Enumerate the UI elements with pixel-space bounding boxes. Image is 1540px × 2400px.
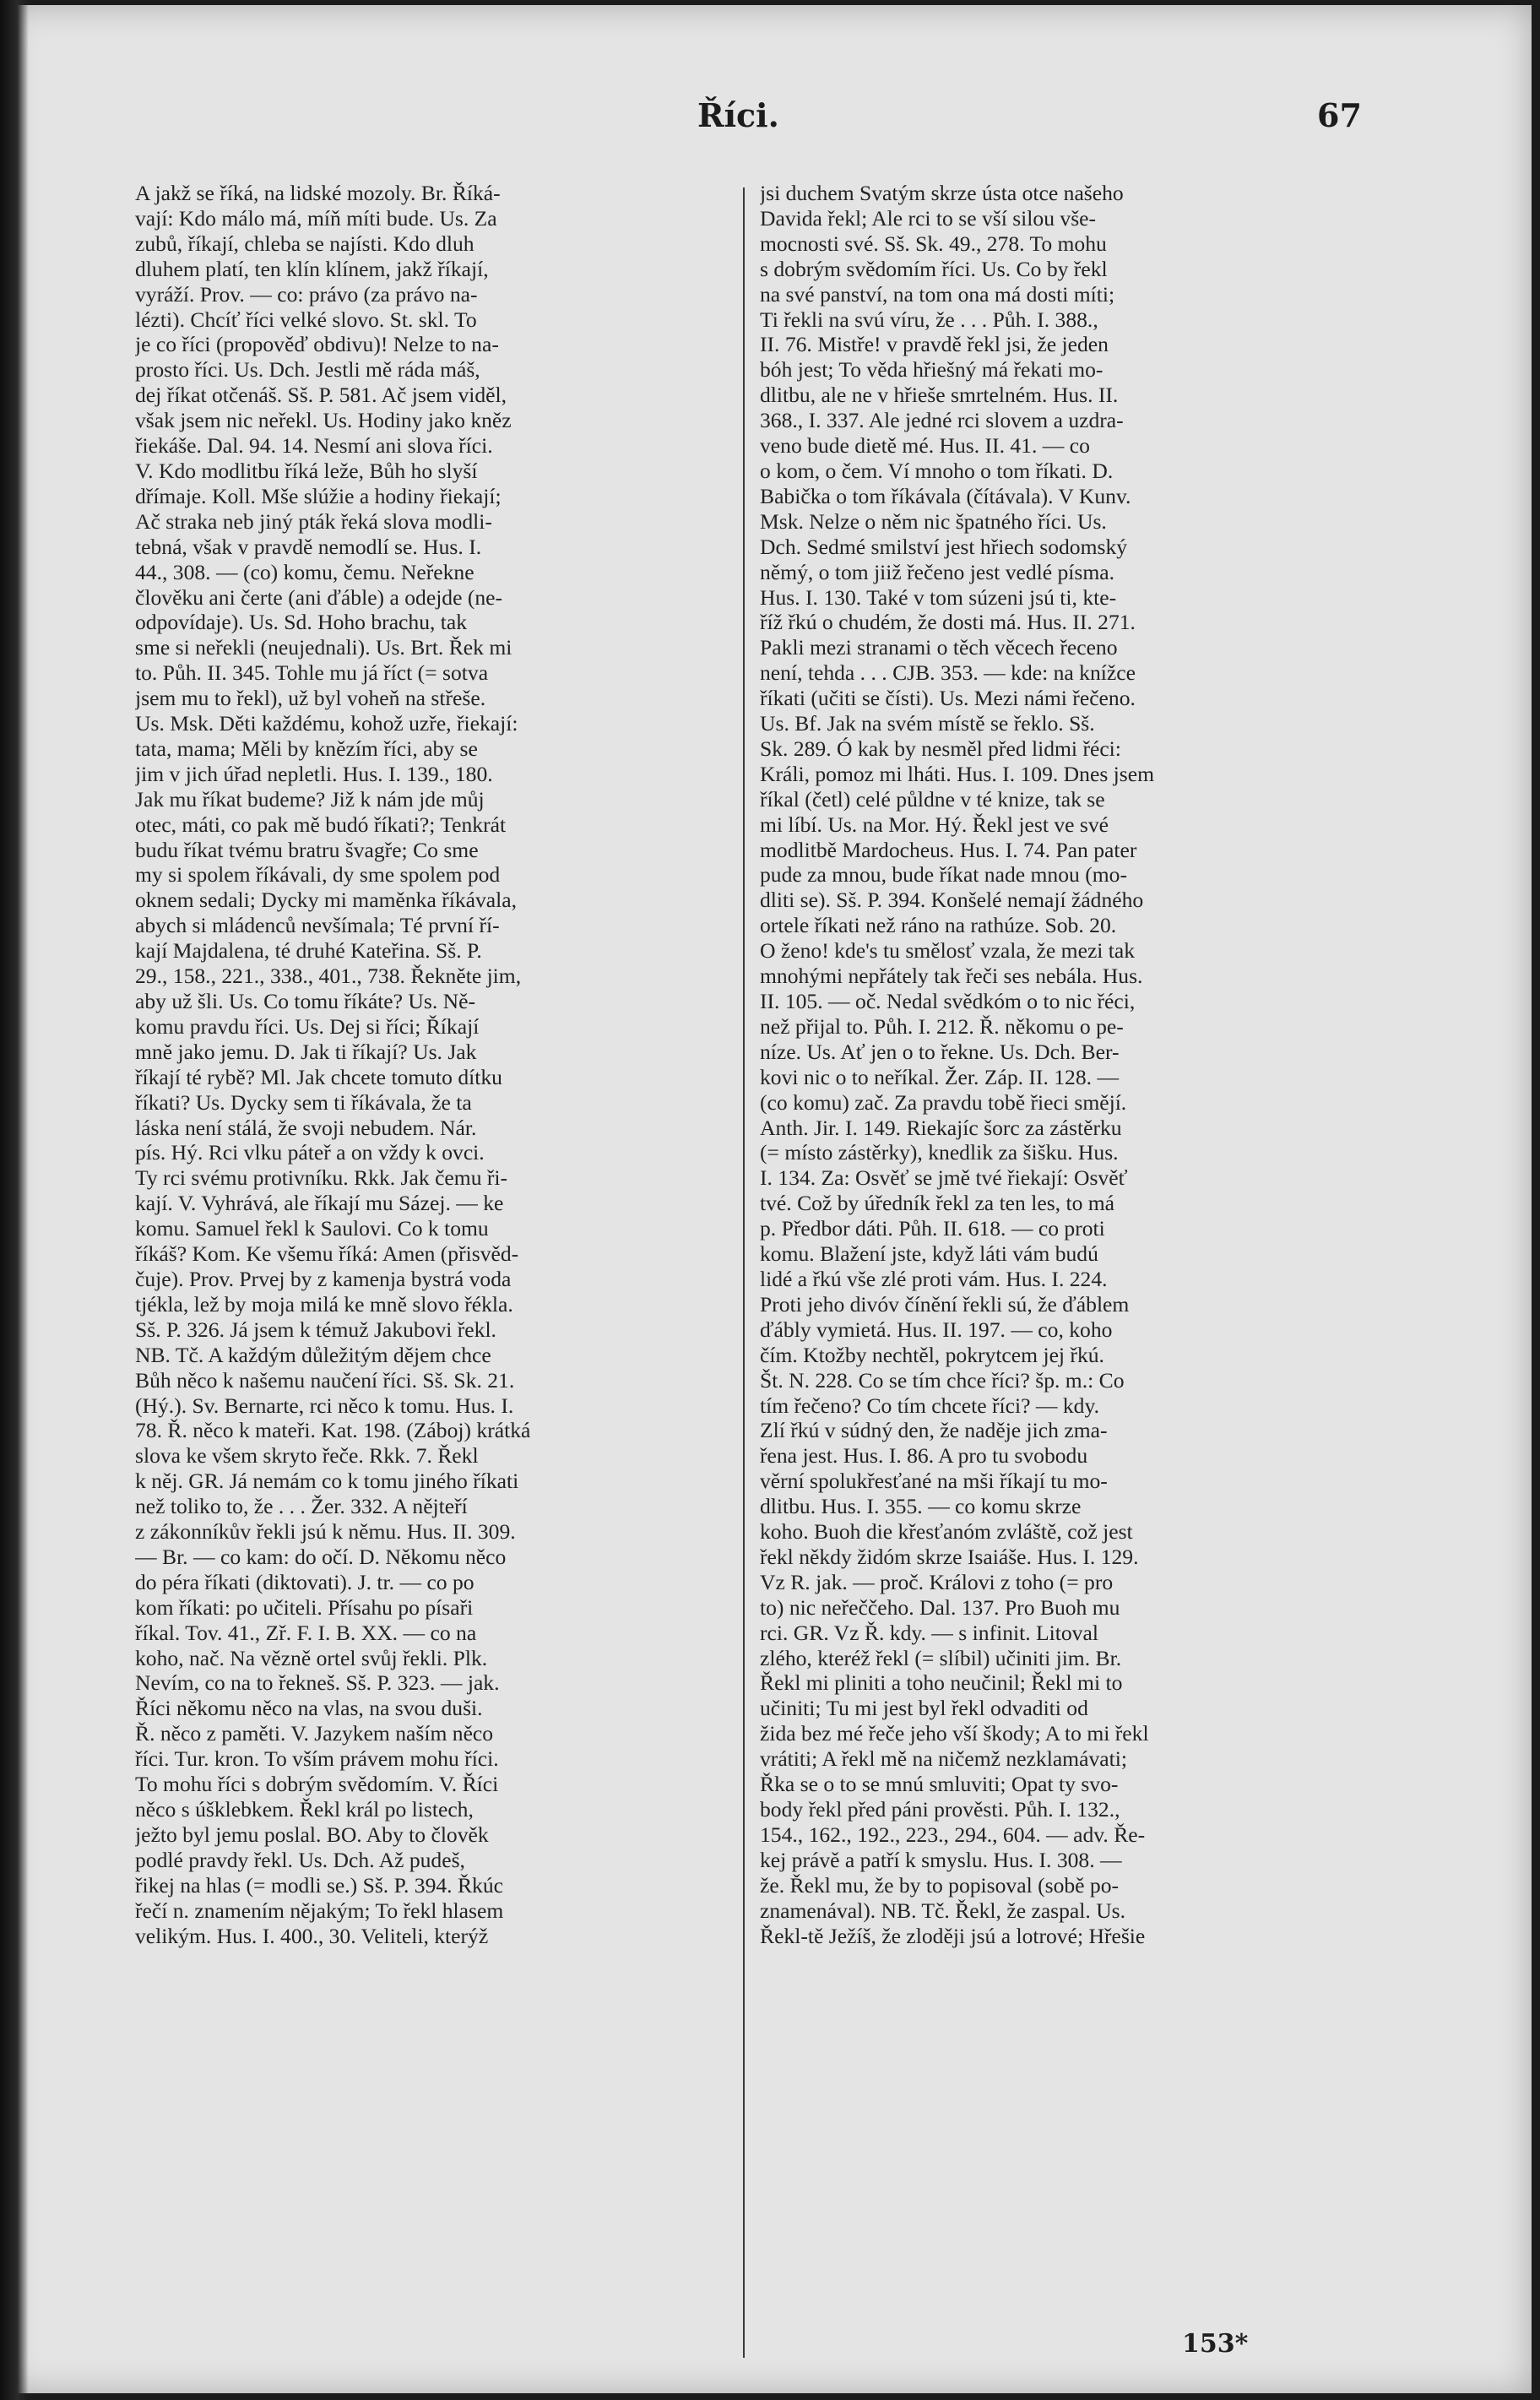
text-line: 29., 158., 221., 338., 401., 738. Řekněte jim,: [135, 964, 522, 989]
page-edge-shadow: [0, 0, 29, 2400]
text-line: to. Půh. II. 345. Tohle mu já říct (= sotva: [135, 660, 489, 686]
text-line: mně jako jemu. D. Jak ti říkají? Us. Jak: [135, 1039, 477, 1064]
text-line: aby už šli. Us. Co tomu říkáte? Us. Ně-: [135, 989, 476, 1013]
text-line: dliti se). Sš. P. 394. Konšelé nemají žádného: [760, 888, 1144, 913]
text-line: pude za mnou, bude říkat nade mnou (mo-: [760, 862, 1127, 888]
page-number: 67: [1317, 96, 1362, 134]
text-line: 44., 308. — (co) komu, čemu. Neřekne: [135, 559, 474, 584]
text-line: Ti řekli na svú víru, že . . . Půh. I. 388.,: [760, 307, 1098, 332]
text-line: vyráží. Prov. — co: právo (za právo na-: [135, 281, 478, 307]
text-line: slova ke všem skryto řeče. Rkk. 7. Řekl: [135, 1443, 479, 1469]
text-line: odpovídaje). Us. Sd. Hoho brachu, tak: [135, 610, 468, 635]
text-line: však jsem nic neřekl. Us. Hodiny jako kněz: [135, 408, 512, 433]
text-line: sme si neřekli (neujednali). Us. Brt. Řek mi: [135, 635, 512, 660]
text-line: V. Kdo modlitbu říká leže, Bůh ho slyší: [135, 458, 478, 483]
text-line: my si spolem říkávali, dy sme spolem pod: [135, 862, 501, 888]
text-line: Řka se o to se mnú smluviti; Opat ty svo-: [760, 1772, 1119, 1797]
text-line: p. Předbor dáti. Půh. II. 618. — co proti: [760, 1216, 1105, 1241]
text-line: prosto říci. Us. Dch. Jestli mě ráda máš,: [135, 357, 480, 383]
text-line: koho, nač. Na vězně ortel svůj řekli. Plk.: [135, 1645, 488, 1670]
text-line: Jak mu říkat budeme? Již k nám jde můj: [135, 786, 485, 812]
text-line: Říci někomu něco na vlas, na svou duši.: [135, 1696, 483, 1721]
text-line: níze. Us. Ať jen o to řekne. Us. Dch. Ber-: [760, 1039, 1120, 1064]
text-line: řiekáše. Dal. 94. 14. Nesmí ani slova říci.: [135, 433, 493, 459]
text-line: k něj. GR. Já nemám co k tomu jiného říkati: [135, 1469, 519, 1494]
text-line: Babička o tom říkávala (čítávala). V Kunv.: [760, 483, 1131, 508]
text-line: řikej na hlas (= modli se.) Sš. P. 394. Řkúc: [135, 1872, 503, 1898]
text-line: 368., I. 337. Ale jedné rci slovem a uzdra-: [760, 408, 1124, 433]
text-line: ortele říkati než ráno na rathúze. Sob. 20.: [760, 913, 1117, 938]
text-line: mnohými nepřátely tak řeči ses nebála. Hus.: [760, 964, 1143, 989]
text-line: tvé. Což by úředník řekl za ten les, to má: [760, 1191, 1115, 1216]
text-line: tjékla, lež by moja milá ke mně slovo řékla.: [135, 1291, 513, 1317]
text-line: Vz R. jak. — proč. Královi z toho (= pro: [760, 1569, 1114, 1594]
text-line: tata, mama; Měli by knězím říci, aby se: [135, 736, 478, 761]
text-line: lézti). Chcíť říci velké slovo. St. skl. To: [135, 307, 477, 332]
text-line: A jakž se říká, na lidské mozoly. Br. Říká-: [135, 181, 501, 205]
text-line: ježto byl jemu poslal. BO. Aby to člověk: [135, 1822, 489, 1847]
signature-mark: 153*: [1182, 2329, 1249, 2359]
text-line: oknem sedali; Dycky mi maměnka říkávala,: [135, 888, 518, 913]
text-line: pís. Hý. Rci vlku páteř a on vždy k ovci.: [135, 1140, 485, 1165]
text-line: říkati? Us. Dycky sem ti říkávala, že ta: [135, 1089, 472, 1115]
text-line: vají: Kdo málo má, míň míti bude. Us. Za: [135, 205, 497, 231]
text-line: zlého, kteréž řekl (= slíbil) učiniti jim. Br.: [760, 1645, 1122, 1670]
text-line: velikým. Hus. I. 400., 30. Veliteli, kterýž: [135, 1923, 489, 1948]
text-line: Dch. Sedmé smilství jest hřiech sodomský: [760, 534, 1128, 559]
text-line: řečí n. znamením nějakým; To řekl hlasem: [135, 1898, 504, 1923]
text-line: zubů, říkají, chleba se najísti. Kdo dluh: [135, 231, 474, 256]
text-line: 78. Ř. něco k mateři. Kat. 198. (Záboj) krátká: [135, 1418, 531, 1443]
text-line: abych si mládenců nevšímala; Té první ří-: [135, 913, 500, 938]
text-line: Us. Bf. Jak na svém místě se řeklo. Sš.: [760, 711, 1095, 736]
text-line: Pakli mezi stranami o těch věcech řeceno: [760, 635, 1118, 660]
text-line: 154., 162., 192., 223., 294., 604. — adv. Ře-: [760, 1822, 1146, 1847]
column-divider: [743, 187, 745, 2358]
text-line: lidé a řkú vše zlé proti vám. Hus. I. 224.: [760, 1266, 1108, 1291]
text-line: dej říkat otčenáš. Sš. P. 581. Ač jsem viděl,: [135, 383, 507, 408]
text-line: budu říkat tvému bratru švagře; Co sme: [135, 837, 479, 862]
text-line: z zákonníkův řekli jsú k němu. Hus. II. 309.: [135, 1519, 516, 1545]
text-line: s dobrým svědomím říci. Us. Co by řekl: [760, 256, 1108, 281]
text-line: komu. Blažení jste, když láti vám budú: [760, 1241, 1098, 1267]
text-line: mi líbí. Us. na Mor. Hý. Řekl jest ve své: [760, 812, 1109, 837]
text-line: II. 76. Mistře! v pravdě řekl jsi, že jeden: [760, 332, 1109, 357]
text-line: říkají té rybě? Ml. Jak chcete tomuto dítku: [135, 1064, 502, 1089]
text-line: Hus. I. 130. Také v tom súzeni jsú ti, kte-: [760, 584, 1117, 610]
text-line: řekl někdy židóm skrze Isaiáše. Hus. I. 129.: [760, 1544, 1139, 1569]
text-line: Anth. Jir. I. 149. Riekajíc šorc za zástěrku: [760, 1115, 1122, 1140]
text-line: jsem mu to řekl), už byl voheň na střeše.: [135, 686, 486, 711]
text-line: věrní spolukřesťané na mši říkají tu mo-: [760, 1469, 1108, 1494]
text-line: dlitbu, ale ne v hřieše smrtelném. Hus. II.: [760, 383, 1119, 408]
text-line: kají. V. Vyhrává, ale říkají mu Sázej. — ke: [135, 1191, 504, 1216]
text-line: — Br. — co kam: do očí. D. Někomu něco: [135, 1544, 507, 1569]
text-line: jim v jich úřad nepletli. Hus. I. 139., 180.: [135, 761, 493, 786]
text-line: než přijal to. Půh. I. 212. Ř. někomu o pe-: [760, 1013, 1124, 1039]
text-line: dlitbu. Hus. I. 355. — co komu skrze: [760, 1494, 1082, 1519]
text-line: Králi, pomoz mi lháti. Hus. I. 109. Dnes jsem: [760, 761, 1155, 786]
text-line: žida bez mé řeče jeho vší škody; A to mi řekl: [760, 1721, 1149, 1746]
text-line: Us. Msk. Děti každému, kohož uzře, řiekají:: [135, 711, 518, 736]
text-line: komu pravdu říci. Us. Dej si říci; Říkají: [135, 1013, 480, 1039]
text-line: Řekl-tě Ježíš, že zloději jsú a lotrové; Hřešie: [760, 1923, 1146, 1948]
text-line: to) nic neřeččeho. Dal. 137. Pro Buoh mu: [760, 1594, 1120, 1620]
text-line: Davida řekl; Ale rci to se vší silou vše-: [760, 205, 1097, 231]
text-line: řena jest. Hus. I. 86. A pro tu svobodu: [760, 1443, 1088, 1469]
text-line: říkati (učiti se čísti). Us. Mezi námi řečeno.: [760, 686, 1136, 711]
text-line: láska není stálá, že svoji nebudem. Nár.: [135, 1115, 477, 1140]
text-line: něco s úšklebkem. Řekl král po listech,: [135, 1797, 474, 1822]
text-line: není, tehda . . . CJB. 353. — kde: na knížce: [760, 660, 1136, 686]
text-line: koho. Buoh die křesťanóm zvláště, což jest: [760, 1519, 1133, 1545]
text-line: Bůh něco k našemu naučení říci. Sš. Sk. 21.: [135, 1367, 515, 1393]
text-line: dluhem platí, ten klín klínem, jakž říkají,: [135, 256, 489, 281]
text-line: Ač straka neb jiný pták řeká slova modli-: [135, 508, 492, 534]
text-line: To mohu říci s dobrým svědomím. V. Říci: [135, 1772, 499, 1797]
text-line: O ženo! kde's tu smělosť vzala, že mezi tak: [760, 938, 1136, 964]
text-line: dřímaje. Koll. Mše slúžie a hodiny řiekají;: [135, 483, 502, 508]
left-column: [135, 181, 726, 1948]
text-line: jsi duchem Svatým skrze ústa otce našeho: [760, 181, 1124, 205]
text-line: rci. GR. Vz Ř. kdy. — s infinit. Litoval: [760, 1620, 1098, 1645]
text-line: říkal. Tov. 41., Zř. F. I. B. XX. — co na: [135, 1620, 477, 1645]
text-line: Msk. Nelze o něm nic špatného říci. Us.: [760, 508, 1107, 534]
text-line: (co komu) zač. Za pravdu tobě řieci smějí.: [760, 1089, 1127, 1115]
text-line: o kom, o čem. Ví mnoho o tom říkati. D.: [760, 458, 1114, 483]
text-line: mocnosti své. Sš. Sk. 49., 278. To mohu: [760, 231, 1107, 256]
text-line: znamenával). NB. Tč. Řekl, že zaspal. Us.: [760, 1898, 1126, 1923]
text-line: říci. Tur. kron. To vším právem mohu říci.: [135, 1746, 499, 1772]
text-line: tím řečeno? Co tím chcete říci? — kdy.: [760, 1393, 1100, 1418]
text-line: že. Řekl mu, že by to popisoval (sobě po-: [760, 1872, 1120, 1898]
text-line: Zlí řkú v súdný den, že naděje jich zma-: [760, 1418, 1108, 1443]
text-line: člověku ani čerte (ani ďáble) a odejde (ne-: [135, 584, 503, 610]
running-head-title: Říci.: [697, 96, 779, 134]
text-line: ďábly vymietá. Hus. II. 197. — co, koho: [760, 1317, 1113, 1342]
text-line: vrátiti; A řekl mě na ničemž nezklamávati;: [760, 1746, 1127, 1772]
text-line: tebná, však v pravdě nemodlí se. Hus. I.: [135, 534, 482, 559]
text-line: učiniti; Tu mi jest byl řekl odvaditi od: [760, 1696, 1088, 1721]
text-line: říž řkú o chudém, že dosti má. Hus. II. 271.: [760, 610, 1136, 635]
text-line: NB. Tč. A každým důležitým dějem chce: [135, 1342, 491, 1367]
text-line: než toliko to, že . . . Žer. 332. A nějteří: [135, 1494, 468, 1519]
text-line: čuje). Prov. Prvej by z kamenja bystrá voda: [135, 1266, 512, 1291]
text-line: kej právě a patří k smyslu. Hus. I. 308. —: [760, 1847, 1122, 1872]
text-line: říkal (četl) celé půldne v té knize, tak se: [760, 786, 1105, 812]
text-line: otec, máti, co pak mě budó říkati?; Tenkrát: [135, 812, 507, 837]
text-line: modlitbě Mardocheus. Hus. I. 74. Pan pater: [760, 837, 1137, 862]
text-line: (Hý.). Sv. Bernarte, rci něco k tomu. Hus. I.: [135, 1393, 514, 1418]
text-line: Nevím, co na to řekneš. Sš. P. 323. — jak.: [135, 1670, 500, 1696]
text-line: do péra říkati (diktovati). J. tr. — co po: [135, 1569, 474, 1594]
text-line: Sš. P. 326. Já jsem k témuž Jakubovi řekl.: [135, 1317, 496, 1342]
text-line: veno bude dietě mé. Hus. II. 41. — co: [760, 433, 1090, 459]
text-line: říkáš? Kom. Ke všemu říká: Amen (přisvěd-: [135, 1241, 519, 1267]
text-line: je co říci (propověď obdivu)! Nelze to na-: [135, 332, 499, 357]
text-line: I. 134. Za: Osvěť se jmě tvé řiekají: Osvěť: [760, 1165, 1128, 1191]
text-line: němý, o tom jiiž řečeno jest vedlé písma.: [760, 559, 1115, 584]
text-line: Řekl mi pliniti a toho neučinil; Řekl mi to: [760, 1670, 1123, 1696]
right-column: [760, 181, 1351, 1948]
text-line: podlé pravdy řekl. Us. Dch. Až pudeš,: [135, 1847, 465, 1872]
text-line: kom říkati: po učiteli. Přísahu po písaři: [135, 1594, 474, 1620]
text-line: Ř. něco z paměti. V. Jazykem naším něco: [135, 1721, 494, 1746]
text-line: bóh jest; To věda hřiešný má řekati mo-: [760, 357, 1103, 383]
text-line: kovi nic o to neříkal. Žer. Záp. II. 128. —: [760, 1064, 1120, 1089]
text-line: body řekl před páni prověsti. Půh. I. 132.,: [760, 1797, 1120, 1822]
text-line: komu. Samuel řekl k Saulovi. Co k tomu: [135, 1216, 489, 1241]
text-line: Sk. 289. Ó kak by nesměl před lidmi řéci:: [760, 736, 1121, 761]
text-line: (= místo zástěrky), knedlik za šišku. Hus.: [760, 1140, 1119, 1165]
text-line: čím. Ktožby nechtěl, pokrytcem jej řkú.: [760, 1342, 1104, 1367]
text-line: Proti jeho divóv čínění řekli sú, že ďáblem: [760, 1291, 1130, 1317]
text-line: II. 105. — oč. Nedal svědkóm o to nic řéci,: [760, 989, 1136, 1013]
text-line: na své panství, na tom ona má dosti míti;: [760, 281, 1115, 307]
text-line: Št. N. 228. Co se tím chce říci? šp. m.: Co: [760, 1367, 1125, 1393]
text-line: Ty rci svému protivníku. Rkk. Jak čemu ři-: [135, 1165, 508, 1191]
text-line: kají Majdalena, té druhé Kateřina. Sš. P.: [135, 938, 482, 964]
